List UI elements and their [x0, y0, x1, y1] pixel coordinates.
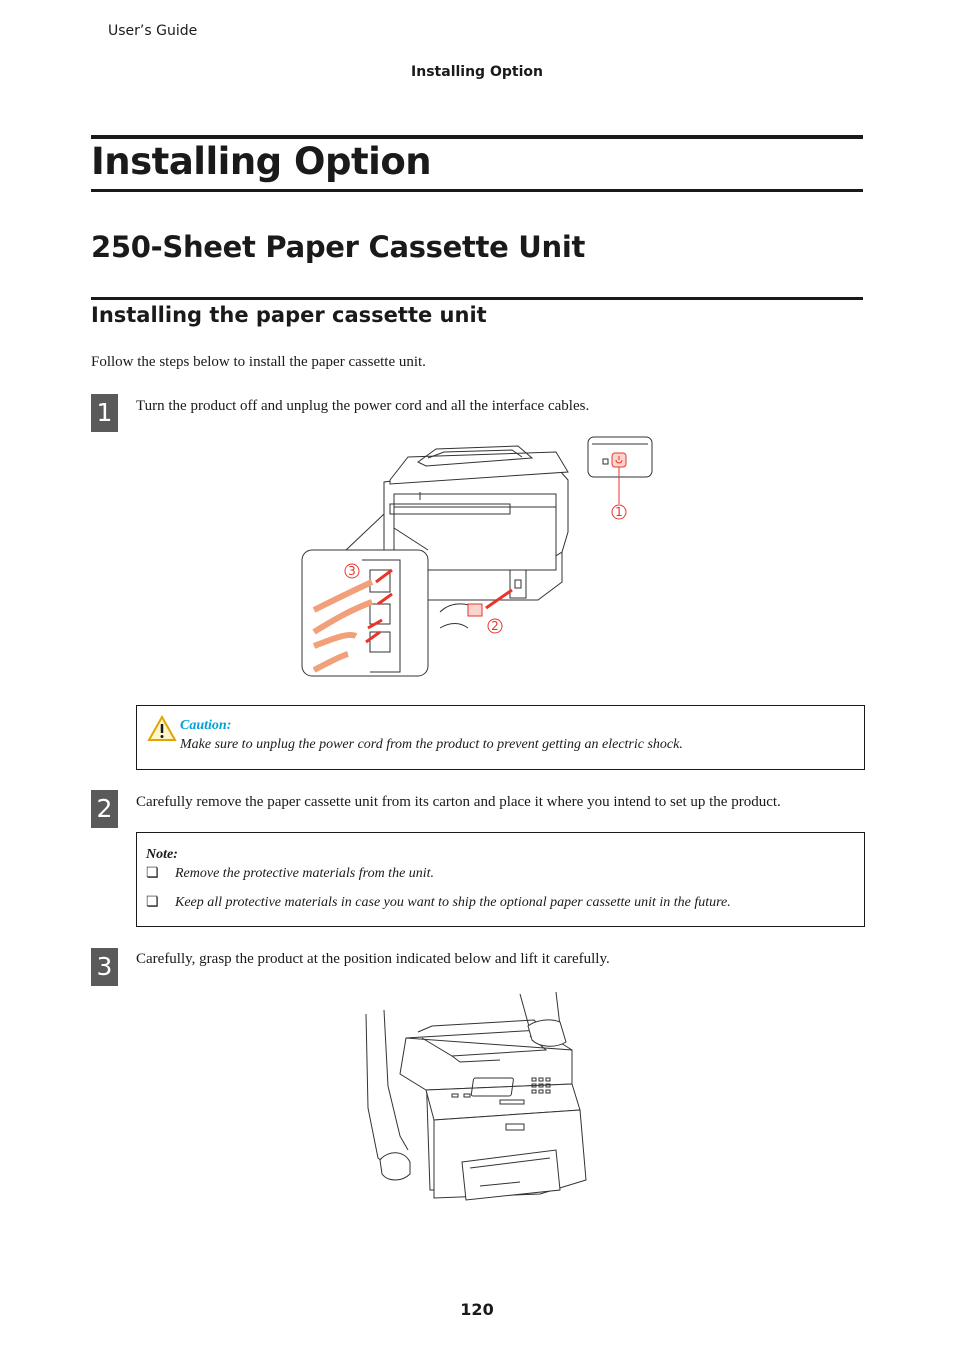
step-text: Carefully, grasp the product at the position indicated below and lift it carefully.: [136, 951, 610, 967]
step-text: Turn the product off and unplug the power cord and all the interface cables.: [136, 398, 590, 414]
subsection-title: Installing the paper cassette unit: [91, 303, 487, 327]
callout-2: 2: [491, 619, 499, 633]
callout-1: 1: [615, 505, 623, 519]
caution-title: Caution:: [180, 718, 232, 733]
note-bullet-icon: ❏: [146, 895, 159, 910]
lift-printer-illustration: [360, 990, 592, 1218]
warning-triangle-icon: [147, 715, 177, 742]
caution-box: [136, 705, 865, 770]
section-title: 250-Sheet Paper Cassette Unit: [91, 230, 586, 264]
chapter-title: Installing Option: [91, 140, 432, 183]
subsection-rule: [91, 297, 863, 300]
note-bullet-icon: ❏: [146, 866, 159, 881]
step-text: Carefully remove the paper cassette unit from its carton and place it where you intend to set up the product.: [136, 794, 781, 810]
intro-text: Follow the steps below to install the paper cassette unit.: [91, 354, 426, 370]
unplug-cables-illustration: [300, 432, 660, 680]
step-number: 3: [91, 948, 118, 986]
note-item: Keep all protective materials in case you want to ship the optional paper cassette unit in the future.: [175, 895, 731, 910]
callout-3: 3: [348, 564, 356, 578]
note-item: Remove the protective materials from the unit.: [175, 866, 435, 881]
caution-text: Make sure to unplug the power cord from the product to prevent getting an electric shock.: [180, 737, 683, 752]
step-number: 2: [91, 790, 118, 828]
note-box: [136, 832, 865, 927]
chapter-rule-top: [91, 135, 863, 139]
step-number: 1: [91, 394, 118, 432]
running-header-section: Installing Option: [411, 64, 543, 80]
note-title: Note:: [146, 847, 178, 862]
page-number: 120: [460, 1300, 494, 1319]
chapter-rule-bottom: [91, 189, 863, 192]
running-header-left: User’s Guide: [108, 23, 198, 39]
